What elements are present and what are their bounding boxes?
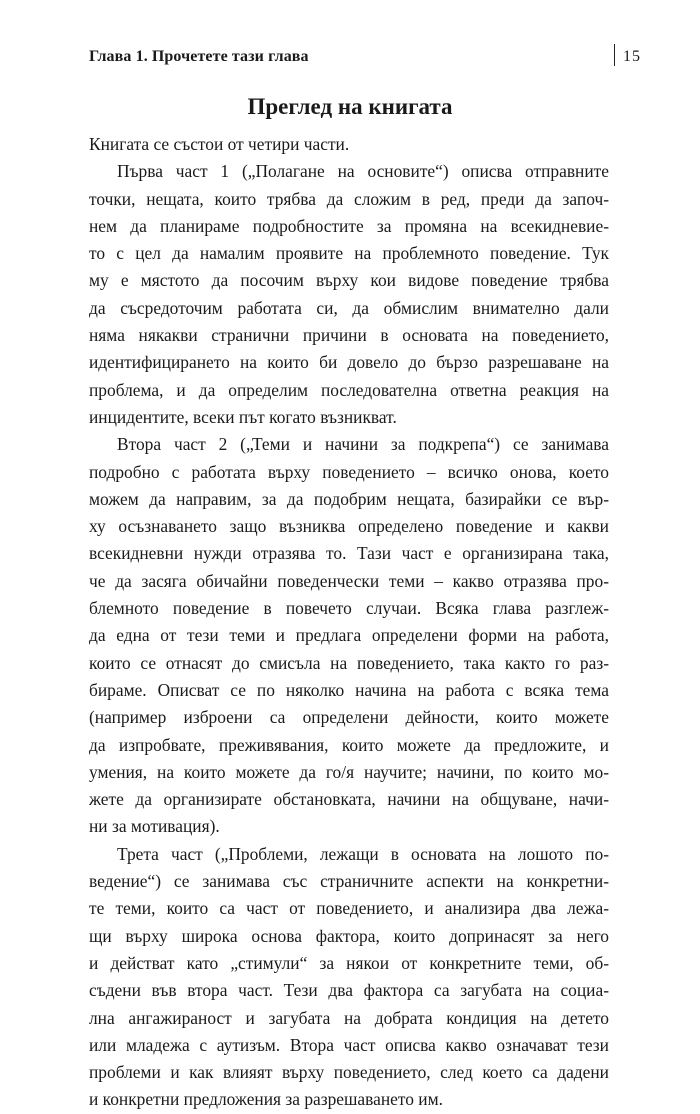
text-line: му е мястото да посочим върху кои видове поведение трябва: [89, 270, 609, 291]
text-line: проблеми и как влияят върху поведението, след което са дадени: [89, 1062, 609, 1083]
paragraph: [89, 131, 609, 158]
chapter-title: Глава 1. Прочетете тази глава: [89, 48, 309, 65]
paragraph: [89, 431, 609, 840]
text-line: умения, на които можете да го/я научите; начини, по които мо-: [89, 761, 609, 782]
paragraph: [89, 158, 609, 431]
text-line: подробно с работата върху поведението – всичко онова, което: [89, 461, 609, 482]
text-line: те теми, които са част от поведението, и анализира два лежа-: [89, 898, 609, 919]
text-line: няма някакви странични причини в основата на поведението,: [89, 325, 609, 346]
text-line: Втора част 2 („Теми и начини за подкрепа“) се занимава: [117, 434, 609, 455]
text-line: да една от тези теми и предлага определени форми на работа,: [89, 625, 609, 646]
text-line: ху осъзнаването защо възниква определено поведение и какви: [89, 516, 609, 537]
text-line: блемното поведение в повечето случаи. Всяка глава разглеж-: [89, 598, 609, 619]
text-line: ведение“) се занимава със страничните аспекти на конкретни-: [89, 871, 609, 892]
text-line: нем да планираме подробностите за промяна на всекидневие-: [89, 215, 609, 236]
text-line: или младежа с аутизъм. Втора част описва какво означават тези: [89, 1034, 609, 1055]
text-line: и действат като „стимули“ за някои от конкретните теми, об-: [89, 952, 609, 973]
text-line: (например изброени са определени дейности, които можете: [89, 707, 609, 728]
text-line: инцидентите, всеки път когато възникват.: [89, 406, 397, 427]
text-line: проблема, и да определим последователна ответна реакция на: [89, 379, 609, 400]
text-line: щи върху широка основа фактора, които допринасят за него: [89, 925, 609, 946]
text-line: които се отнасят до смисъла на поведението, така както го раз-: [89, 652, 609, 673]
body-text: [89, 131, 609, 1114]
text-line: и конкретни предложения за разрешаването им.: [89, 1089, 443, 1110]
header-divider: [614, 44, 615, 66]
text-line: лна ангажираност и загубата на добрата кондиция на детето: [89, 1007, 609, 1028]
page-number: 15: [623, 48, 641, 65]
text-line: жете да организирате обстановката, начини на общуване, начи-: [89, 789, 609, 810]
text-line: идентифицирането на които би довело до бързо разрешаване на: [89, 352, 609, 373]
text-line: съдени във втора част. Тези два фактора са загубата на социа-: [89, 980, 609, 1001]
text-line: можем да направим, за да подобрим нещата, базирайки се вър-: [89, 488, 609, 509]
text-line: Книгата се състои от четири части.: [89, 134, 350, 154]
text-line: бираме. Описват се по няколко начина на работа с всяка тема: [89, 679, 609, 700]
text-line: всекидневни нужди отразява то. Тази част е организирана така,: [89, 543, 609, 564]
text-line: Трета част („Проблеми, лежащи в основата на лошото по-: [117, 843, 609, 864]
paragraph: [89, 841, 609, 1114]
text-line: да изпробвате, преживявания, които можете да предложите, и: [89, 734, 609, 755]
section-title: Преглед на книгата: [247, 94, 453, 119]
text-line: да съсредоточим работата си, да обмислим внимателно дали: [89, 297, 609, 318]
text-line: ни за мотивация).: [89, 816, 220, 837]
text-line: Първа част 1 („Полагане на основите“) описва отправните: [117, 161, 609, 182]
text-line: точки, нещата, които трябва да сложим в ред, преди да започ-: [89, 188, 609, 209]
text-line: че да засяга обичайни поведенчески теми – какво отразява про-: [89, 570, 609, 591]
text-line: то с цел да намалим проявите на проблемното поведение. Тук: [89, 243, 609, 264]
running-head: [89, 44, 641, 70]
